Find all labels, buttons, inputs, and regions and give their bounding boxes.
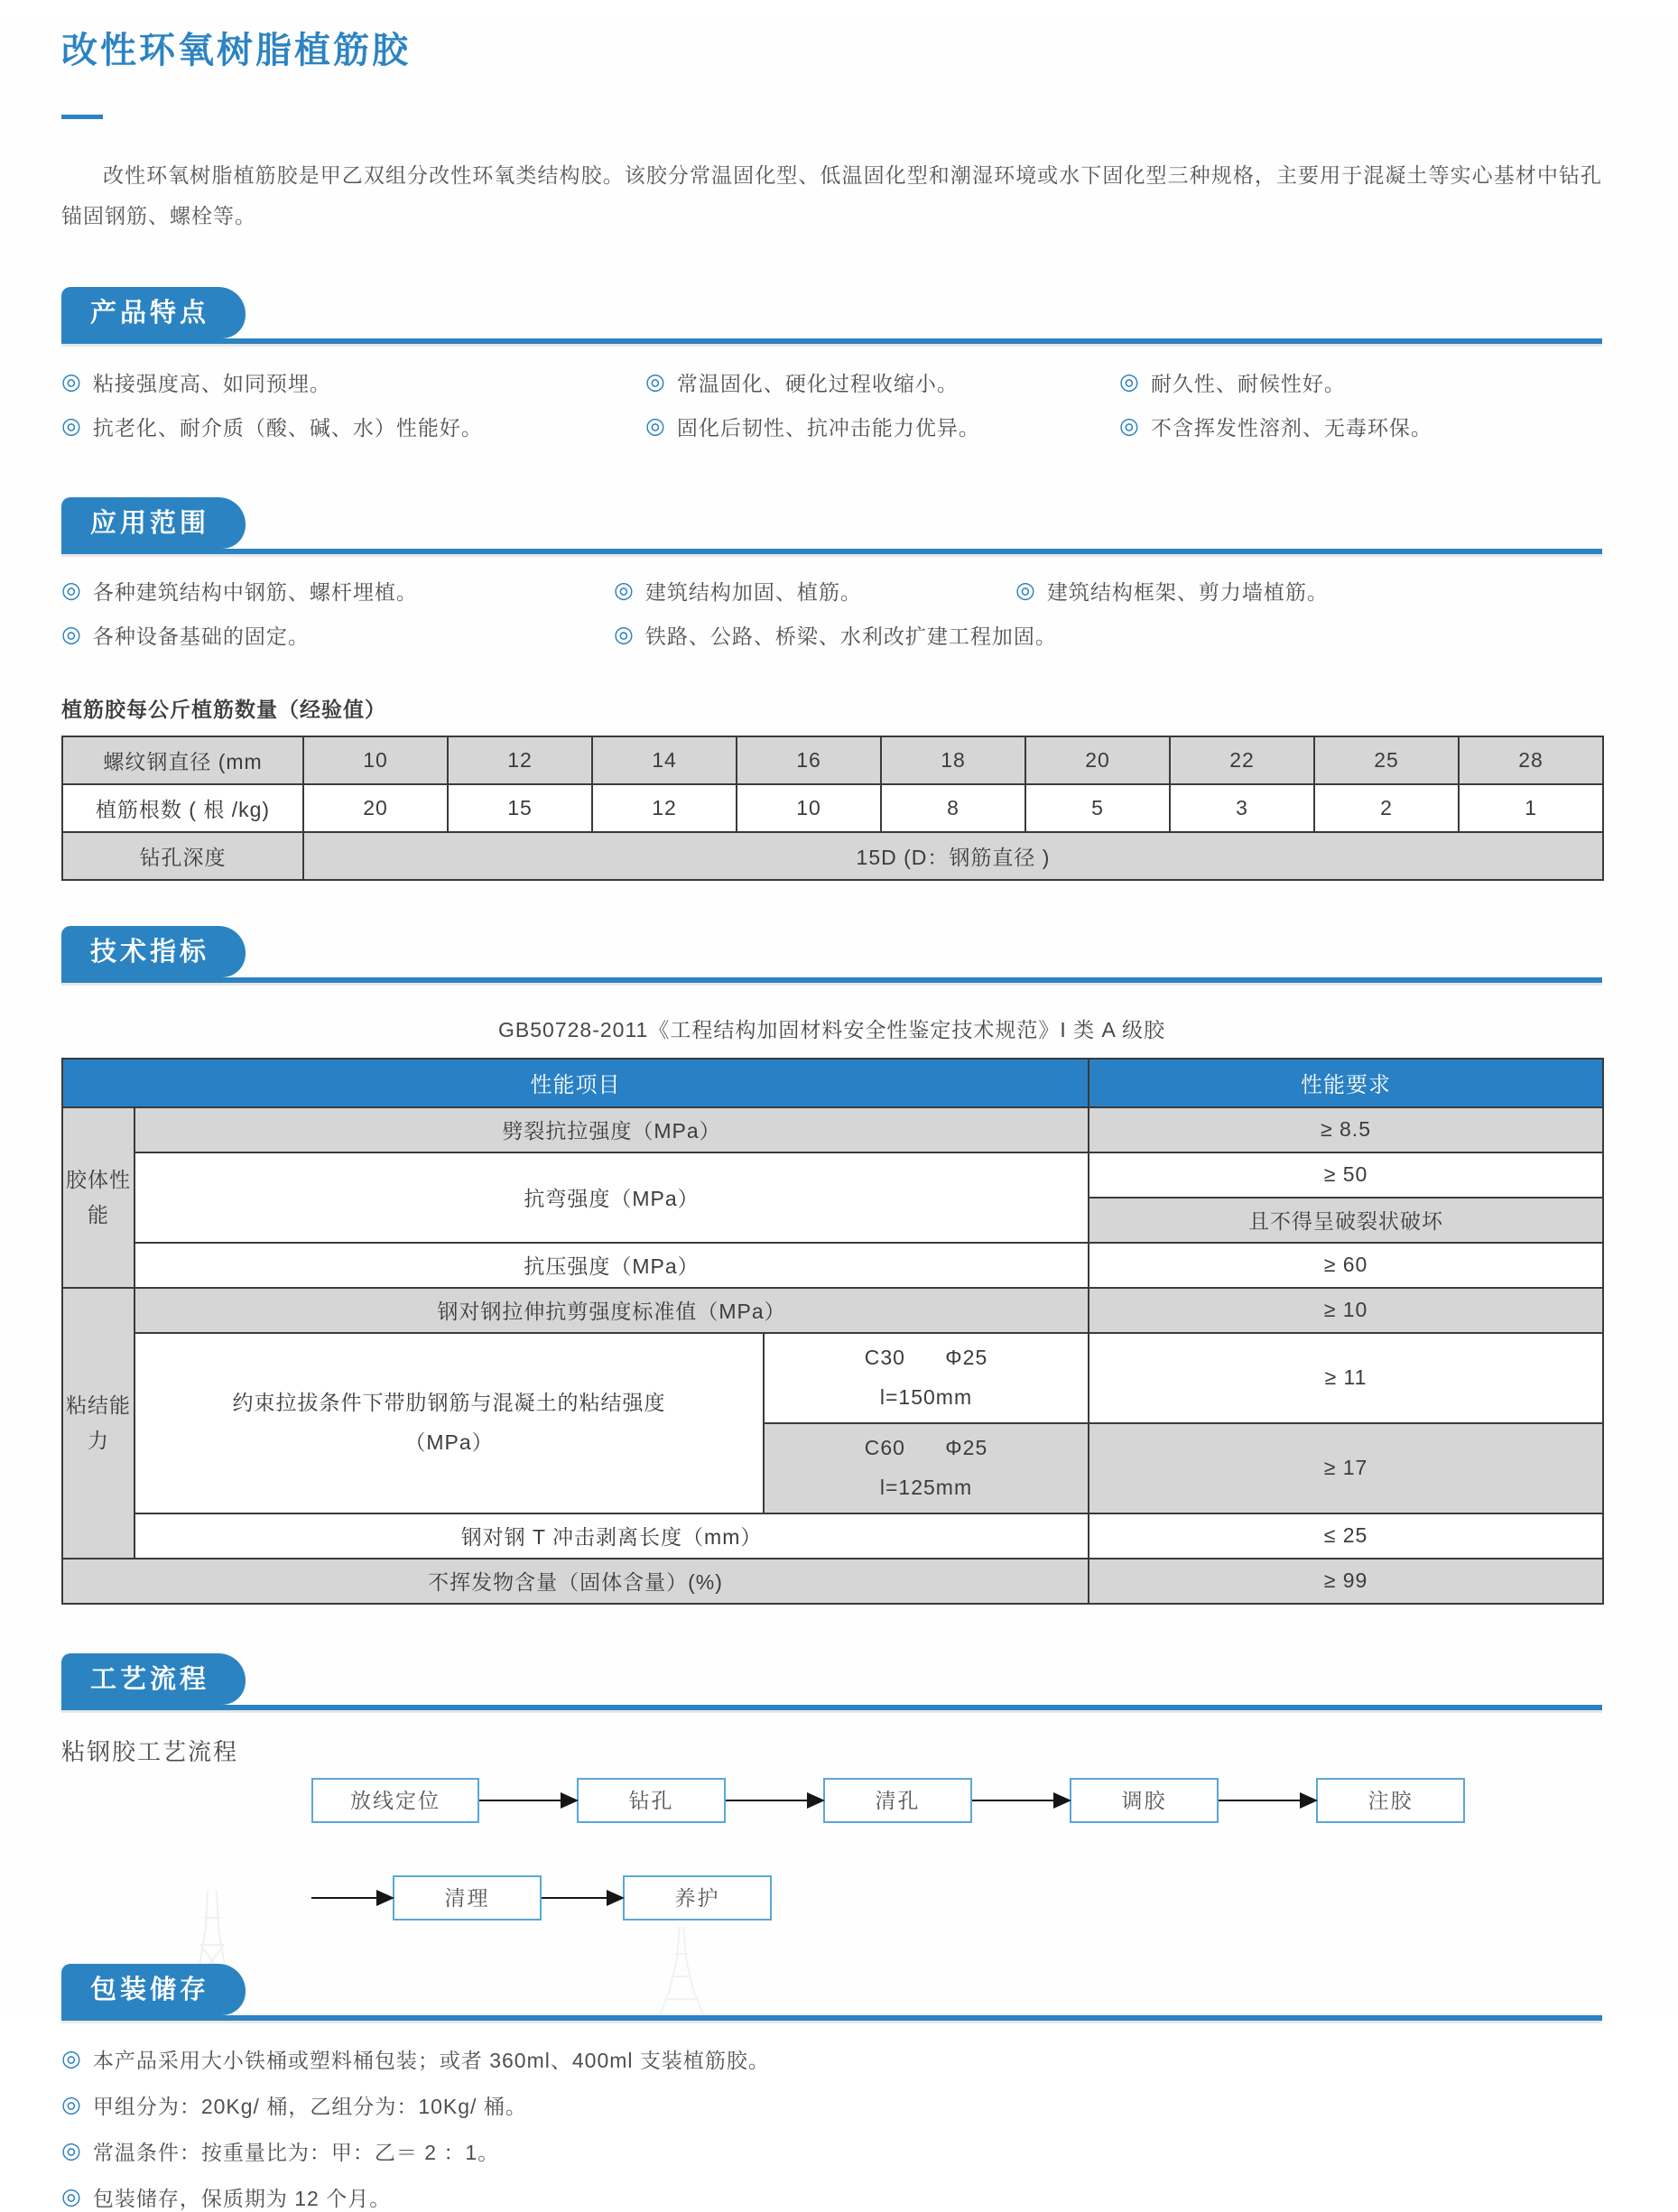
section-tab-process: 工艺流程 xyxy=(61,1653,246,1705)
property-cell: 钢对钢 T 冲击剥离长度（mm） xyxy=(134,1513,1089,1559)
bullet-icon: ◎ xyxy=(61,412,82,439)
table-cell: 15D (D：钢筋直径 ) xyxy=(303,832,1603,880)
list-item-text: 常温固化、硬化过程收缩小。 xyxy=(676,371,959,395)
list-item-text: 包装储存，保质期为 12 个月。 xyxy=(92,2186,392,2210)
requirement-cell: ≥ 99 xyxy=(1089,1559,1603,1604)
table-cell: 20 xyxy=(1025,736,1170,784)
list-item xyxy=(61,620,614,650)
group-header-cell: 胶体性能 xyxy=(62,1107,134,1288)
features-list xyxy=(61,367,1602,441)
section-tab-features: 产品特点 xyxy=(61,287,246,338)
condition-bar: Φ25 xyxy=(945,1346,988,1369)
bullet-icon: ◎ xyxy=(1119,412,1140,439)
flow-step: 注胶 xyxy=(1316,1778,1465,1823)
flow-step: 清孔 xyxy=(823,1778,972,1823)
condition-line: l=150mm xyxy=(879,1384,973,1409)
requirement-cell: ≥ 50 xyxy=(1089,1152,1603,1198)
bullet-icon: ◎ xyxy=(61,2183,82,2209)
column-header-cell: 性能要求 xyxy=(1089,1059,1603,1107)
condition-grade: C30 xyxy=(864,1346,905,1369)
list-item-text: 粘接强度高、如同预埋。 xyxy=(92,371,331,395)
table-cell: 20 xyxy=(303,784,448,832)
table-row xyxy=(62,1513,1603,1559)
list-item-text: 常温条件：按重量比为：甲：乙＝ 2 ：1。 xyxy=(92,2140,500,2164)
table-cell: 25 xyxy=(1314,736,1459,784)
table-cell: 14 xyxy=(592,736,737,784)
flow-step: 放线定位 xyxy=(311,1778,479,1823)
table-row xyxy=(62,1243,1603,1288)
flow-step: 调胶 xyxy=(1070,1778,1219,1823)
flow-sublabel: 粘钢胶工艺流程 xyxy=(61,1737,239,1765)
property-line: （MPa） xyxy=(404,1430,494,1454)
section-tab-specs: 技术指标 xyxy=(61,926,246,977)
group-header-cell: 粘结能力 xyxy=(62,1288,134,1559)
arrow-right-icon xyxy=(479,1800,577,1801)
flowchart-row-2 xyxy=(311,1875,1602,1920)
property-cell: 钢对钢拉伸抗剪强度标准值（MPa） xyxy=(134,1288,1089,1333)
bullet-icon: ◎ xyxy=(614,577,635,603)
table-cell: 3 xyxy=(1170,784,1314,832)
property-cell xyxy=(134,1333,764,1513)
list-item xyxy=(61,367,645,397)
table-cell: 10 xyxy=(737,784,881,832)
row-header-cell: 植筋根数 ( 根 /kg) xyxy=(62,784,303,832)
table-row xyxy=(62,784,1603,832)
table-cell: 18 xyxy=(881,736,1025,784)
storage-list xyxy=(61,2044,1602,2212)
intro-paragraph: 改性环氧树脂植筋胶是甲乙双组分改性环氧类结构胶。该胶分常温固化型、低温固化型和潮湿环境或水下固化型三种规格，主要用于混凝土等实心基材中钻孔锚固钢筋、螺栓等。 xyxy=(61,163,1602,227)
section-header-storage xyxy=(61,1964,1602,2021)
requirement-cell: ≤ 25 xyxy=(1089,1513,1603,1559)
list-item-text: 铁路、公路、桥梁、水利改扩建工程加固。 xyxy=(644,624,1057,648)
document-page xyxy=(0,22,1678,2210)
condition-line xyxy=(765,1429,1088,1468)
rebar-table-caption: 植筋胶每公斤植筋数量（经验值） xyxy=(61,697,386,721)
bullet-icon: ◎ xyxy=(61,2137,82,2163)
applications-list xyxy=(61,576,1602,650)
bullet-icon: ◎ xyxy=(1119,368,1140,394)
table-cell: 8 xyxy=(881,784,1025,832)
bullet-icon: ◎ xyxy=(1015,577,1036,603)
table-cell: 5 xyxy=(1025,784,1170,832)
table-cell: 1 xyxy=(1459,784,1603,832)
bullet-icon: ◎ xyxy=(61,2045,82,2071)
technical-spec-table xyxy=(61,1058,1604,1605)
page-title: 改性环氧树脂植筋胶 xyxy=(61,31,411,70)
list-item xyxy=(61,412,645,441)
list-item-text: 建筑结构加固、植筋。 xyxy=(644,579,862,604)
list-item xyxy=(645,367,1119,397)
section-header-specs xyxy=(61,926,1602,983)
table-row xyxy=(62,1559,1603,1604)
list-item-text: 各种建筑结构中钢筋、螺杆埋植。 xyxy=(92,579,418,604)
list-item xyxy=(614,576,1015,606)
document-content xyxy=(0,22,1678,2212)
bullet-icon: ◎ xyxy=(61,368,82,394)
property-line: 约束拉拔条件下带肋钢筋与混凝土的粘结强度 xyxy=(232,1391,666,1414)
arrow-right-icon xyxy=(972,1800,1070,1801)
table-row xyxy=(62,1333,1603,1423)
list-item xyxy=(1015,576,1602,606)
property-cell: 抗压强度（MPa） xyxy=(134,1243,1089,1288)
list-item-text: 建筑结构框架、剪力墙植筋。 xyxy=(1046,579,1329,604)
row-header-cell: 螺纹钢直径 (mm xyxy=(62,736,303,784)
requirement-cell: 且不得呈破裂状破坏 xyxy=(1089,1198,1603,1243)
list-item-text: 甲组分为：20Kg/ 桶，乙组分为：10Kg/ 桶。 xyxy=(92,2094,527,2118)
flow-step: 钻孔 xyxy=(577,1778,726,1823)
bullet-icon: ◎ xyxy=(61,2091,82,2117)
property-cell: 抗弯强度（MPa） xyxy=(134,1152,1089,1243)
table-row xyxy=(62,1152,1603,1198)
list-item xyxy=(61,576,614,606)
table-cell: 22 xyxy=(1170,736,1314,784)
requirement-cell: ≥ 10 xyxy=(1089,1288,1603,1333)
table-header-row xyxy=(62,1059,1603,1107)
section-header-applications xyxy=(61,497,1602,554)
table-cell: 10 xyxy=(303,736,448,784)
bullet-icon: ◎ xyxy=(61,621,82,647)
flow-step: 清理 xyxy=(393,1875,542,1920)
list-item-text: 不含挥发性溶剂、无毒环保。 xyxy=(1150,415,1432,440)
requirement-cell: ≥ 11 xyxy=(1089,1333,1603,1423)
title-underline-decoration xyxy=(61,115,103,119)
list-item xyxy=(61,2044,1602,2074)
arrow-right-icon xyxy=(311,1897,393,1899)
list-item xyxy=(61,2182,1602,2212)
section-header-features xyxy=(61,287,1602,344)
list-item-text: 固化后韧性、抗冲击能力优异。 xyxy=(676,415,980,440)
bullet-icon: ◎ xyxy=(61,577,82,603)
table-cell: 16 xyxy=(737,736,881,784)
requirement-cell: ≥ 17 xyxy=(1089,1423,1603,1513)
table-cell: 28 xyxy=(1459,736,1603,784)
condition-line: l=125mm xyxy=(879,1475,973,1499)
flow-step: 养护 xyxy=(623,1875,772,1920)
bullet-icon: ◎ xyxy=(645,368,666,394)
rebar-count-table xyxy=(61,736,1604,881)
table-row xyxy=(62,1288,1603,1333)
table-cell: 15 xyxy=(448,784,592,832)
table-row xyxy=(62,736,1603,784)
arrow-right-icon xyxy=(542,1897,623,1899)
standard-note: GB50728-2011《工程结构加固材料安全性鉴定技术规范》I 类 A 级胶 xyxy=(498,1017,1165,1041)
list-item-text: 抗老化、耐介质（酸、碱、水）性能好。 xyxy=(92,415,483,440)
list-item-text: 本产品采用大小铁桶或塑料桶包装；或者 360ml、400ml 支装植筋胶。 xyxy=(92,2048,770,2072)
condition-cell xyxy=(764,1333,1089,1423)
table-cell: 2 xyxy=(1314,784,1459,832)
flowchart-row-1 xyxy=(311,1778,1602,1823)
section-tab-applications: 应用范围 xyxy=(61,497,246,549)
list-item-text: 耐久性、耐候性好。 xyxy=(1150,371,1346,395)
list-item xyxy=(1119,367,1602,397)
list-item xyxy=(61,2136,1602,2166)
row-header-cell: 钻孔深度 xyxy=(62,832,303,880)
list-item-text: 各种设备基础的固定。 xyxy=(92,624,310,648)
condition-bar: Φ25 xyxy=(945,1436,988,1459)
table-row xyxy=(62,832,1603,880)
list-item-empty xyxy=(1015,620,1602,650)
arrow-right-icon xyxy=(1219,1800,1316,1801)
arrow-right-icon xyxy=(726,1800,823,1801)
condition-cell xyxy=(764,1423,1089,1513)
list-item xyxy=(614,620,1057,650)
requirement-cell: ≥ 60 xyxy=(1089,1243,1603,1288)
table-cell: 12 xyxy=(592,784,737,832)
section-header-process xyxy=(61,1653,1602,1710)
list-item xyxy=(645,412,1119,441)
column-header-cell: 性能项目 xyxy=(62,1059,1089,1107)
property-cell: 劈裂抗拉强度（MPa） xyxy=(134,1107,1089,1152)
bullet-icon: ◎ xyxy=(614,621,635,647)
property-cell: 不挥发物含量（固体含量）(%) xyxy=(62,1559,1089,1604)
table-cell: 12 xyxy=(448,736,592,784)
condition-line xyxy=(765,1338,1088,1378)
table-row xyxy=(62,1107,1603,1152)
bullet-icon: ◎ xyxy=(645,412,666,439)
list-item xyxy=(1119,412,1602,441)
section-tab-storage: 包装储存 xyxy=(61,1964,246,2015)
requirement-cell: ≥ 8.5 xyxy=(1089,1107,1603,1152)
condition-grade: C60 xyxy=(864,1436,905,1459)
list-item xyxy=(61,2090,1602,2120)
